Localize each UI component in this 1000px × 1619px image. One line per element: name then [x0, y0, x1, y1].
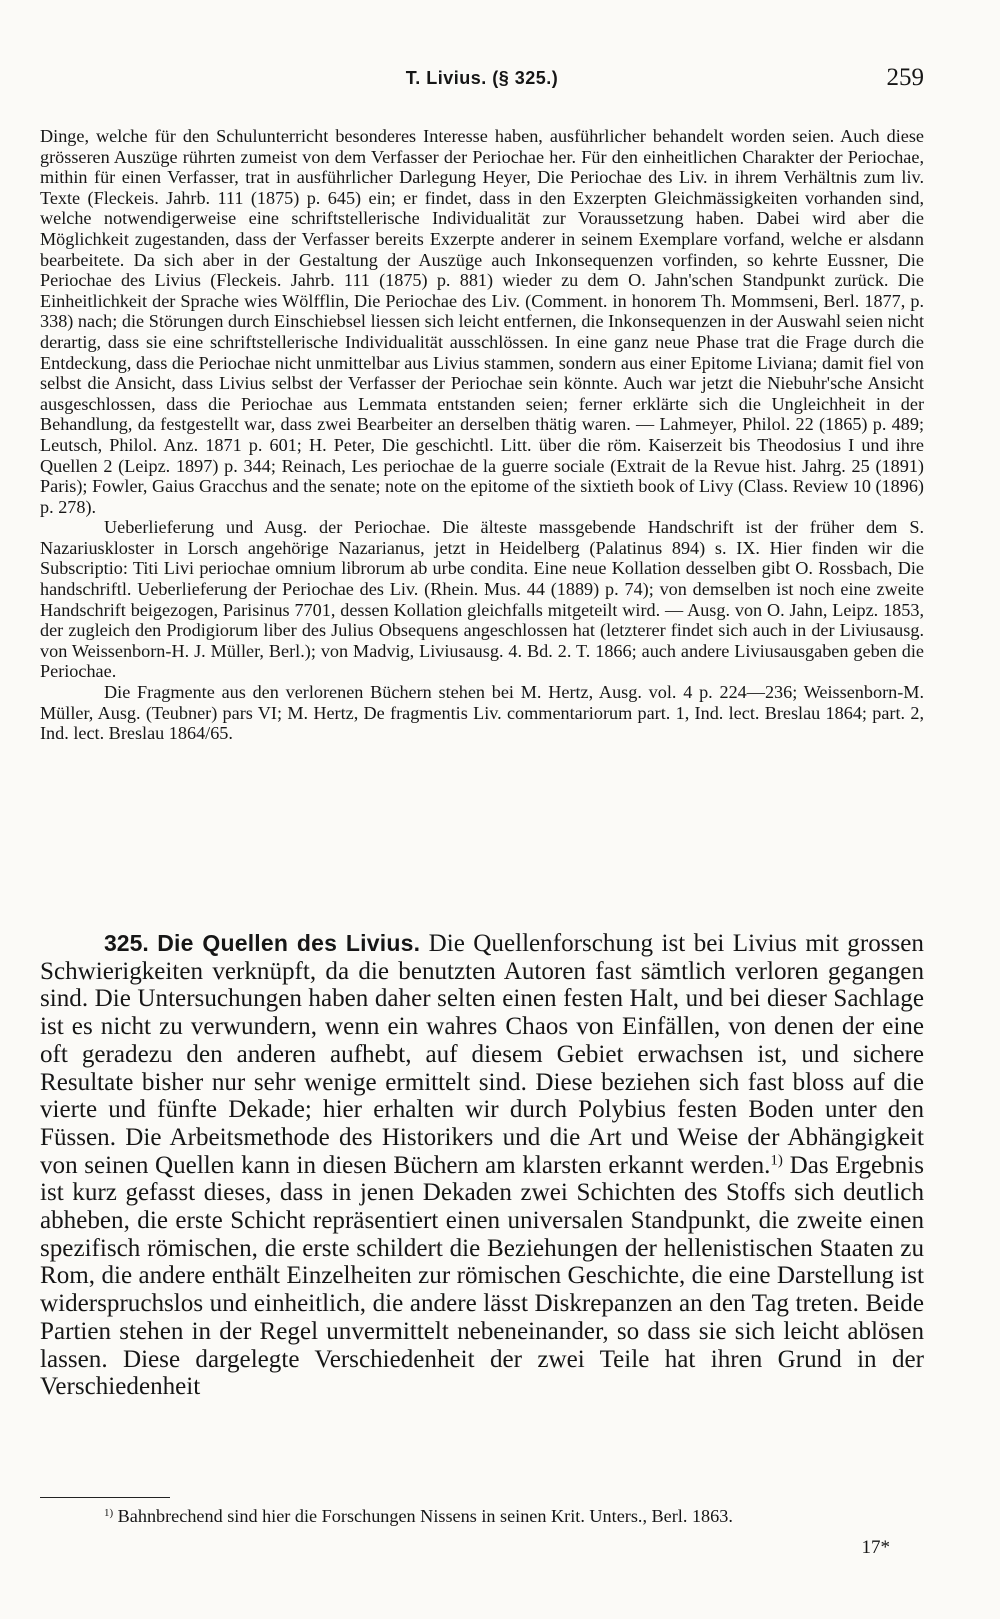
running-title: T. Livius. (§ 325.): [405, 68, 559, 88]
note-paragraph-periochae-authorship: Dinge, welche für den Schulunterricht besonderes Interesse haben, ausführlicher behandelt worden seien. Auch diese grösseren Auszüge rührten zumeist von dem Verfasser der Periochae her. Für den einheitlichen Charakter der Periochae, mithin für einen Verfasser, trat in ausführlicher Darlegung Heyer, Die Periochae des Liv. in ihrem Verhältnis zum liv. Texte (Fleckeis. Jahrb. 111 (1875) p. 645) ein; er findet, dass in den Exzerpten Gleichmässigkeiten vorhanden sind, welche notwendigerweise eine schriftstellerische Individualität zur Voraussetzung haben. Dabei wird aber die Möglichkeit zugestanden, dass der Verfasser bereits Exzerpte anderer in seinem Exemplare vorfand, welche er alsdann bearbeitete. Da sich aber in der Gestaltung der Auszüge auch Inkonsequenzen vorfinden, so kehrte Eussner, Die Periochae des Livius (Fleckeis. Jahrb. 111 (1875) p. 881) wieder zu dem O. Jahn'schen Standpunkt zurück. Die Einheitlichkeit der Sprache wies Wölfflin, Die Periochae des Liv. (Comment. in honorem Th. Mommseni, Berl. 1877, p. 338) nach; die Störungen durch Einschiebsel liessen sich leicht entfernen, die Inkonsequenzen in der Auswahl seien nicht derartig, dass sie eine schriftstellerische Individualität ausschlössen. In eine ganz neue Phase trat die Frage durch die Entdeckung, dass die Periochae nicht unmittelbar aus Livius stammen, sondern aus einer Epitome Liviana; damit fiel von selbst die Ansicht, dass Livius selbst der Verfasser der Periochae sein könnte. Auch war jetzt die Niebuhr'sche Ansicht ausgeschlossen, dass die Periochae aus Lemmata entstanden seien; ferner erklärte sich die Ungleichheit in der Behandlung, da festgestellt war, dass zwei Bearbeiter an derselben thätig waren. — Lahmeyer, Philol. 22 (1865) p. 489; Leutsch, Philol. Anz. 1871 p. 601; H. Peter, Die geschichtl. Litt. über die röm. Kaiserzeit bis Theodosius I und ihre Quellen 2 (Leipz. 1897) p. 344; Reinach, Les periochae de la guerre sociale (Extrait de la Revue hist. Jahrg. 25 (1891) Paris); Fowler, Gaius Gracchus and the senate; note on the epitome of the sixtieth book of Livy (Class. Review 10 (1896) p. 278).: [40, 126, 924, 517]
sheet-signature: 17*: [861, 1537, 890, 1558]
footnote-text: Bahnbrechend sind hier die Forschungen Nissens in seinen Krit. Unters., Berl. 1863.: [113, 1506, 733, 1526]
section-title: Die Quellen des Livius.: [157, 930, 421, 956]
page-header: [40, 62, 924, 102]
section-325: [40, 930, 924, 1401]
page-number: 259: [886, 64, 924, 91]
section-body: Die Quellenforschung ist bei Livius mit grossen Schwierigkeiten verknüpft, da die benutzten Autoren fast sämtlich verloren gegangen sind. Die Untersuchungen haben daher selten einen festen Halt, und bei dieser Sachlage ist es nicht zu verwundern, wenn ein wahres Chaos von Einfällen, von denen der eine oft geradezu den anderen aufhebt, auf diesem Gebiet erwachsen ist, und sichere Resultate bisher nur sehr wenige ermittelt sind. Diese beziehen sich fast bloss auf die vierte und fünfte Dekade; hier erhalten wir durch Polybius festen Boden unter den Füssen. Die Arbeitsmethode des Historikers und die Art und Weise der Abhängigkeit von seinen Quellen kann in diesen Büchern am klarsten erkannt werden.: [40, 930, 924, 1179]
footnote-reference: 1): [770, 1152, 783, 1169]
small-print-notes: [40, 126, 924, 744]
footnote-divider: [40, 1497, 170, 1498]
note-paragraph-tradition: Ueberlieferung und Ausg. der Periochae. Die älteste massgebende Handschrift ist der früher dem S. Nazariuskloster in Lorsch angehörige Nazarianus, jetzt in Heidelberg (Palatinus 894) s. IX. Hier finden wir die Subscriptio: Titi Livi periochae omnium librorum ab urbe condita. Eine neue Kollation desselben gibt O. Rossbach, Die handschriftl. Ueberlieferung der Periochae des Liv. (Rhein. Mus. 44 (1889) p. 74); von demselben ist noch eine zweite Handschrift beigezogen, Parisinus 7701, dessen Kollation gleichfalls mitgeteilt wird. — Ausg. von O. Jahn, Leipz. 1853, der zugleich den Prodigiorum liber des Julius Obsequens angeschlossen hat (letzterer findet sich auch in der Liviusausg. von Weissenborn-H. J. Müller, Berl.); von Madvig, Liviusausg. 4. Bd. 2. T. 1866; auch andere Liviusausgaben geben die Periochae.: [40, 517, 924, 682]
section-paragraph: [40, 930, 924, 1401]
footnote: [40, 1505, 924, 1527]
section-number: 325.: [104, 930, 149, 956]
section-body-continued: Das Ergebnis ist kurz gefasst dieses, dass in jenen Dekaden zwei Schichten des Stoffs sich deutlich abheben, die erste Schicht repräsentiert einen universalen Standpunkt, die zweite einen spezifisch römischen, die erste schildert die Beziehungen der hellenistischen Staaten zu Rom, die andere enthält Einzelheiten zur römischen Geschichte, die eine Darstellung ist widerspruchslos und einheitlich, die andere lässt Diskrepanzen an den Tag treten. Beide Partien stehen in der Regel unvermittelt nebeneinander, so dass sie sich leicht ablösen lassen. Diese dargelegte Verschiedenheit der zwei Teile hat ihren Grund in der Verschiedenheit: [40, 1151, 924, 1401]
footnote-marker: 1): [104, 1507, 114, 1519]
note-paragraph-fragments: Die Fragmente aus den verlorenen Büchern stehen bei M. Hertz, Ausg. vol. 4 p. 224—236; Weissenborn-M. Müller, Ausg. (Teubner) pars VI; M. Hertz, De fragmentis Liv. commentariorum part. 1, Ind. lect. Breslau 1864; part. 2, Ind. lect. Breslau 1864/65.: [40, 682, 924, 744]
